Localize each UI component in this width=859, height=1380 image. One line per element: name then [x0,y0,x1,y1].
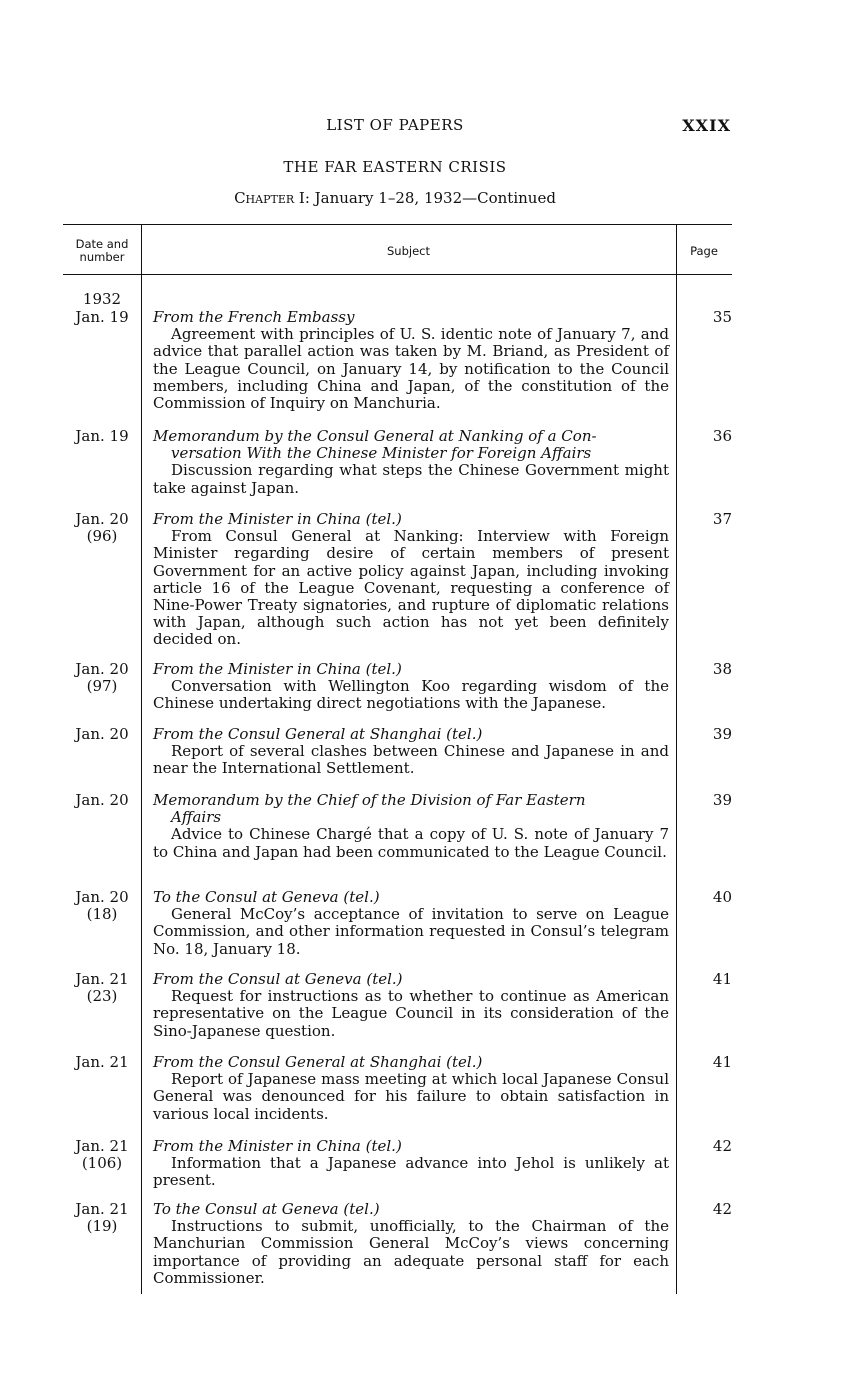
entry-body: Conversation with Wellington Koo regarding wisdom of the Chinese undertaking direct negotiations with the Japanese. [153,677,669,713]
column-header-page: Page [690,244,718,258]
entry-heading: Memorandum by the Chief of the Division of Far Eastern [153,791,586,809]
entry-heading: To the Consul at Geneva (tel.) [153,888,380,906]
entry-date-text: Jan. 19 [75,308,129,326]
entry-heading: From the French Embassy [153,308,355,326]
entry-date [63,1201,141,1235]
entry-number: (97) [86,677,118,695]
entry-heading-continued: Affairs [171,808,222,827]
entry-date-text: Jan. 20 [75,510,129,528]
entry-date-text: Jan. 19 [75,427,129,445]
entry-heading: From the Minister in China (tel.) [153,660,402,678]
column-divider-right [676,224,677,1294]
entry-date [63,511,141,545]
entry-number: (23) [86,987,118,1005]
entry-page: 39 [712,725,732,743]
entry-heading-continued: versation With the Chinese Minister for Foreign Affairs [171,444,592,463]
entry-subject [153,428,669,497]
section-title: THE FAR EASTERN CRISIS [283,158,507,176]
entry-page: 42 [712,1137,732,1155]
entry-date-text: Jan. 21 [75,970,129,988]
entry-page: 37 [712,510,732,528]
entry-body: Advice to Chinese Chargé that a copy of U. S. note of January 7 to China and Japan had been communicated to the League Council. [153,825,669,861]
entry-subject [153,309,669,412]
entry-body: From Consul General at Nanking: Interview with Foreign Minister regarding desire of certain members of present Government for an active policy against Japan, including invoking article 16 of the League Covenant, requesting a conference of Nine-Power Treaty signatories, and rupture of diplomatic relations with Japan, although such action has not yet been definitely decided on. [153,527,669,649]
entry-page: 42 [712,1200,732,1218]
table-top-rule [63,224,732,225]
entry-date-text: Jan. 21 [75,1137,129,1155]
table-header-rule [63,274,732,275]
entry-body: Agreement with principles of U. S. identic note of January 7, and advice that parallel action was taken by M. Briand, as President of the League Council, on January 14, by notification to the Council members, including China and Japan, of the constitution of the Commission of Inquiry on Manchuria. [153,325,669,413]
entry-subject [153,661,669,713]
entry-subject [153,1201,669,1287]
entry-subject [153,1054,669,1123]
entry-number: (96) [86,527,118,545]
column-divider-left [141,224,142,1294]
entry-page: 40 [712,888,732,906]
entry-page: 41 [712,970,732,988]
chapter-range: : January 1–28, 1932—Continued [304,189,556,207]
entry-heading: To the Consul at Geneva (tel.) [153,1200,380,1218]
entry-heading: From the Minister in China (tel.) [153,510,402,528]
entry-date [63,792,141,809]
entry-heading: Memorandum by the Consul General at Nanking of a Con- [153,427,597,445]
page-number: XXIX [682,116,731,135]
entry-date [63,309,141,326]
entry-body: Report of Japanese mass meeting at which local Japanese Consul General was denounced for his failure to obtain satisfaction in various local incidents. [153,1070,669,1123]
entry-body: Report of several clashes between Chinese and Japanese in and near the International Settlement. [153,742,669,778]
entry-date-text: Jan. 20 [75,725,129,743]
entry-heading: From the Consul General at Shanghai (tel.) [153,1053,483,1071]
entry-body: General McCoy’s acceptance of invitation to serve on League Commission, and other information requested in Consul’s telegram No. 18, January 18. [153,905,669,958]
entry-body: Discussion regarding what steps the Chinese Government might take against Japan. [153,461,669,497]
entry-body: Instructions to submit, unofficially, to the Chairman of the Manchurian Commission General McCoy’s views concerning importance of providing an adequate personal staff for each Commissioner. [153,1217,669,1287]
entry-date-text: Jan. 20 [75,888,129,906]
entry-date [63,889,141,923]
entry-date [63,726,141,743]
entry-date [63,1054,141,1071]
running-head-title: LIST OF PAPERS [326,116,464,134]
entry-date [63,1138,141,1172]
chapter-heading [0,189,790,207]
column-header-subject: Subject [387,244,430,258]
entry-date [63,661,141,695]
entry-subject [153,889,669,958]
entry-number: (106) [81,1154,123,1172]
entry-subject [153,511,669,649]
running-head [0,116,859,136]
column-header-date: Date and number [75,237,129,264]
chapter-label: Chapter I [234,189,305,207]
entry-date-text: Jan. 21 [75,1053,129,1071]
entry-heading: From the Consul at Geneva (tel.) [153,970,403,988]
entry-body: Information that a Japanese advance into Jehol is unlikely at present. [153,1154,669,1190]
entry-page: 39 [712,791,732,809]
entry-number: (18) [86,905,118,923]
entry-page: 35 [712,308,732,326]
entry-date [63,428,141,445]
entry-subject [153,1138,669,1190]
entry-date [63,971,141,1005]
entry-page: 36 [712,427,732,445]
entry-date-text: Jan. 20 [75,660,129,678]
entry-date-text: Jan. 20 [75,791,129,809]
entry-subject [153,726,669,778]
entry-page: 41 [712,1053,732,1071]
entry-subject [153,971,669,1040]
entry-number: (19) [86,1217,118,1235]
entry-page: 38 [712,660,732,678]
entry-body: Request for instructions as to whether to continue as American representative on the League Council in its consideration of the Sino-Japanese question. [153,987,669,1040]
entry-subject [153,792,669,861]
entry-date-text: Jan. 21 [75,1200,129,1218]
entry-heading: From the Consul General at Shanghai (tel.) [153,725,483,743]
entry-heading: From the Minister in China (tel.) [153,1137,402,1155]
year-label: 1932 [82,290,122,308]
